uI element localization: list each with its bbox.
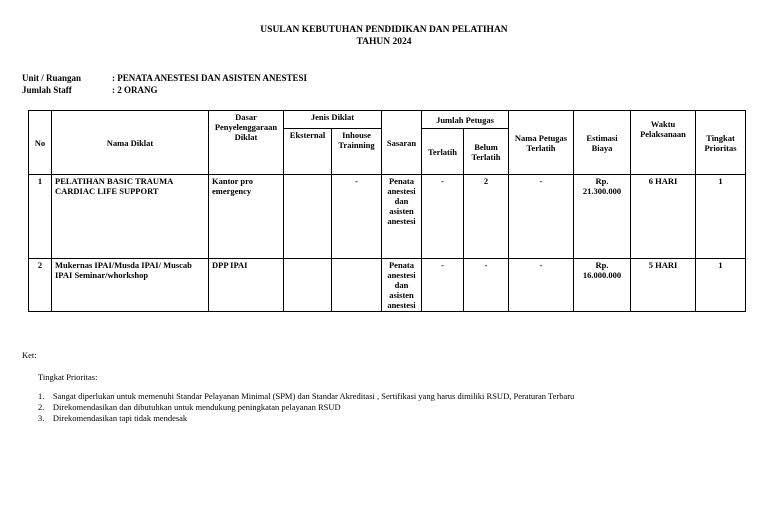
header-nama-petugas: Nama Petugas Terlatih (509, 111, 574, 175)
row-sasaran: Penata anestesi dan asisten anestesi (382, 259, 422, 312)
row-nama: PELATIHAN BASIC TRAUMA CARDIAC LIFE SUPPORT (52, 175, 209, 259)
ket-label: Ket: (22, 350, 37, 360)
header-sasaran: Sasaran (382, 111, 422, 175)
row-biaya: Rp. 21.300.000 (574, 175, 631, 259)
header-tingkat: Tingkat Prioritas (696, 111, 746, 175)
document-subtitle: TAHUN 2024 (356, 37, 412, 47)
row-belum-terlatih: - (464, 259, 509, 312)
header-estimasi: Estimasi Biaya (574, 111, 631, 175)
row-biaya: Rp. 16.000.000 (574, 259, 631, 312)
row-sasaran: Penata anestesi dan asisten anestesi (382, 175, 422, 259)
row-prioritas: 1 (696, 175, 746, 259)
staff-value: : 2 ORANG (112, 85, 158, 95)
row-belum-terlatih: 2 (464, 175, 509, 259)
table-row (29, 175, 746, 259)
prioritas-item: 3. Direkomendasikan tapi tidak mendesak (38, 413, 188, 423)
row-dasar: DPP IPAI (209, 259, 284, 312)
row-waktu: 6 HARI (631, 175, 696, 259)
staff-label: Jumlah Staff (22, 85, 72, 95)
row-nama-petugas: - (509, 175, 574, 259)
row-nama-petugas: - (509, 259, 574, 312)
row-nama: Mukernas IPAI/Musda IPAI/ Muscab IPAI Seminar/whorkshop (52, 259, 209, 312)
header-jenis-diklat: Jenis Diklat (284, 111, 382, 129)
header-nama-diklat: Nama Diklat (52, 111, 209, 175)
header-eksternal: Eksternal (284, 129, 332, 175)
row-eksternal (284, 175, 332, 259)
row-prioritas: 1 (696, 259, 746, 312)
unit-value: : PENATA ANESTESI DAN ASISTEN ANESTESI (112, 73, 307, 83)
prioritas-item: 1. Sangat diperlukan untuk memenuhi Standar Pelayanan Minimal (SPM) dan Standar Akreditasi , Sertifikasi yang harus dimiliki RSUD, Peraturan Terbaru (38, 391, 575, 401)
row-inhouse (332, 259, 382, 312)
header-no: No (29, 111, 52, 175)
header-waktu: Waktu Pelaksanaan (631, 111, 696, 175)
row-no: 1 (29, 175, 52, 259)
row-terlatih: - (422, 259, 464, 312)
header-dasar: Dasar Penyelenggaraan Diklat (209, 111, 284, 175)
training-table (28, 110, 746, 312)
document-title: USULAN KEBUTUHAN PENDIDIKAN DAN PELATIHAN (260, 25, 508, 35)
prioritas-item: 2. Direkomendasikan dan dibutuhkan untuk mendukung peningkatan pelayanan RSUD (38, 402, 341, 412)
prioritas-heading: Tingkat Prioritas: (38, 372, 98, 382)
row-eksternal (284, 259, 332, 312)
row-inhouse: - (332, 175, 382, 259)
unit-label: Unit / Ruangan (22, 73, 82, 83)
row-terlatih: - (422, 175, 464, 259)
header-inhouse: Inhouse Trainning (332, 129, 382, 175)
row-waktu: 5 HARI (631, 259, 696, 312)
row-no: 2 (29, 259, 52, 312)
header-belum-terlatih: Belum Terlatih (464, 129, 509, 175)
header-terlatih: Terlatih (422, 129, 464, 175)
table-row (29, 259, 746, 312)
header-jumlah-petugas: Jumlah Petugas (422, 111, 509, 129)
prioritas-list (38, 391, 758, 424)
row-dasar: Kantor pro emergency (209, 175, 284, 259)
